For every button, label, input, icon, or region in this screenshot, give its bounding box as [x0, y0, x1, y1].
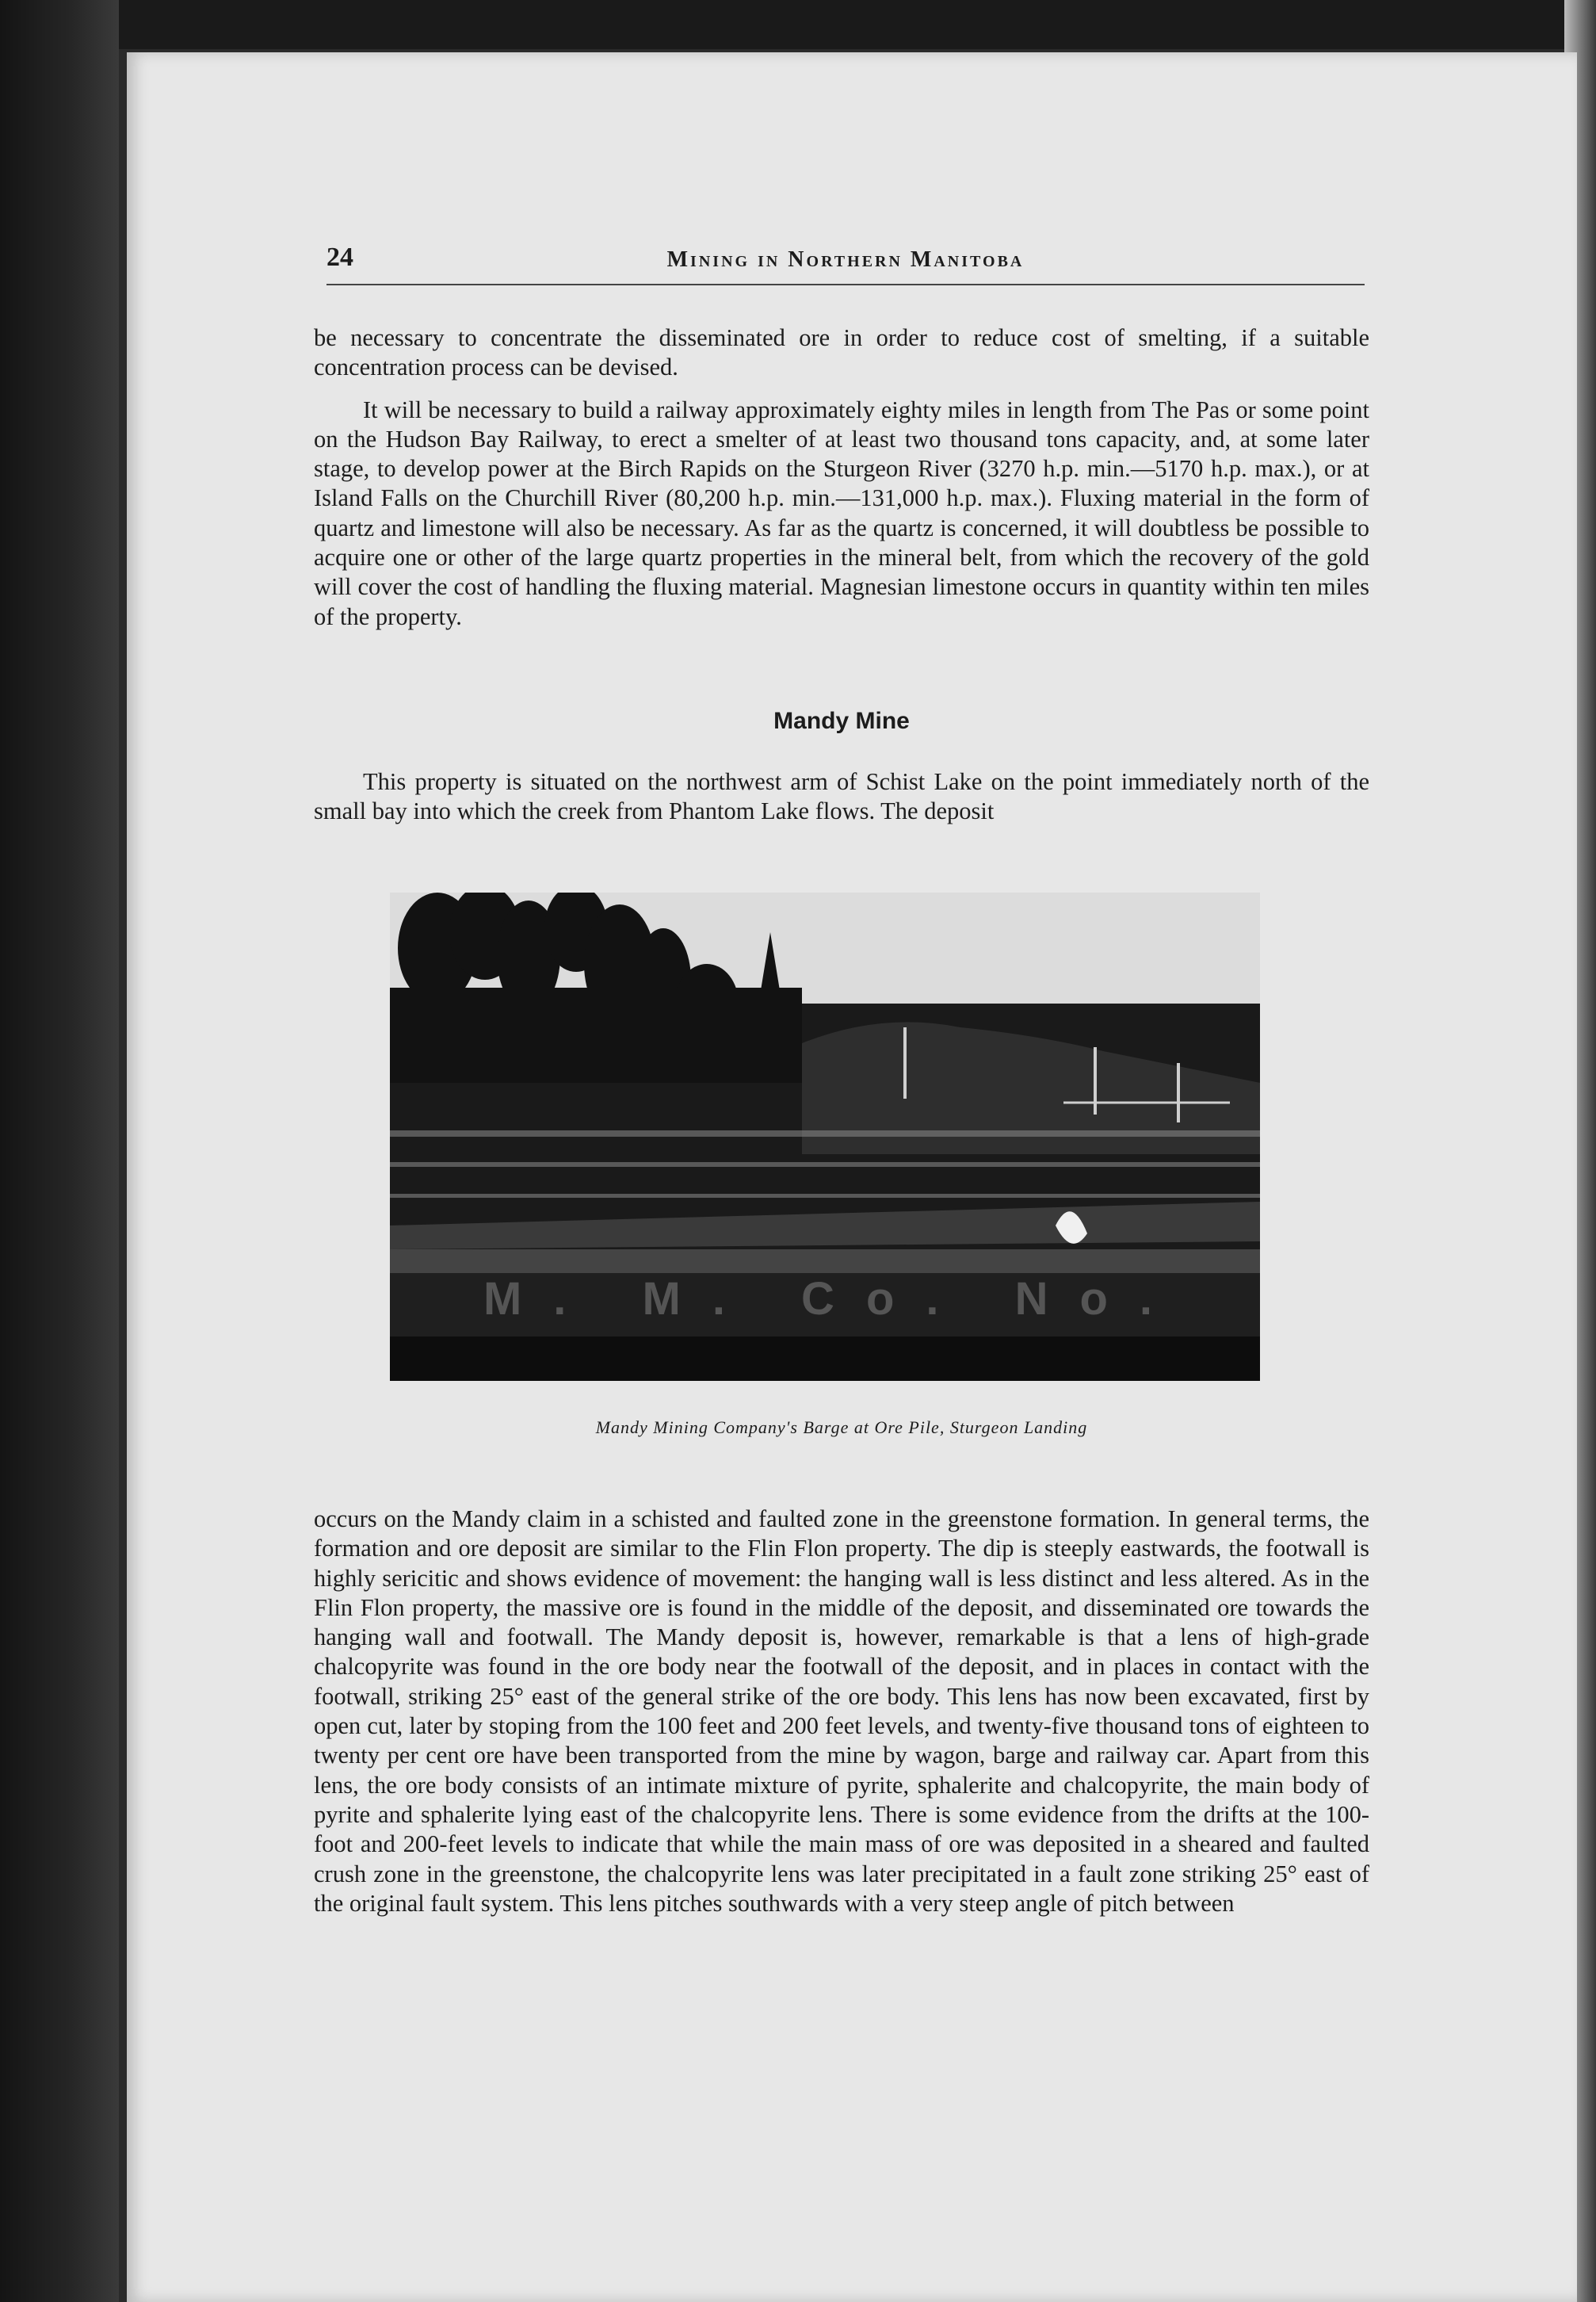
section-heading: Mandy Mine	[773, 708, 910, 734]
intro-text	[314, 323, 1369, 644]
scan-border-top	[0, 0, 1596, 49]
figure-caption: Mandy Mining Company's Barge at Ore Pile, Sturgeon Landing	[595, 1417, 1088, 1437]
section-paragraph-1: This property is situated on the northwest arm of Schist Lake on the point immediately north of the small bay into which the creek from Phantom Lake flows. The deposit	[314, 768, 1369, 825]
continuation-paragraph: occurs on the Mandy claim in a schisted and faulted zone in the greenstone formation. In general terms, the formation and ore deposit are similar to the Flin Flon property. The dip is steeply eastwards, the footwall is highly sericitic and shows evidence of movement: the hanging wall is less distinct and less altered. As in the Flin Flon property, the massive ore is found in the middle of the deposit, and disseminated ore towards the hanging wall and footwall. The Mandy deposit is, however, remarkable is that a lens of high-grade chalcopyrite was found in the ore body near the footwall of the deposit, and in places in contact with the footwall, striking 25° east of the general strike of the ore body. This lens has now been excavated, first by open cut, later by stoping from the 100 feet and 200 feet levels, and twenty-five thousand tons of eighteen to twenty per cent ore have been transported from the mine by wagon, barge and railway car. Apart from this lens, the ore body consists of an intimate mixture of pyrite, sphalerite and chalcopyrite, the main body of pyrite and sphalerite lying east of the chalcopyrite lens. There is some evidence from the drifts at the 100-foot and 200-feet levels to indicate that while the main mass of ore was deposited in a sheared and faulted crush zone in the greenstone, the chalcopyrite lens was later precipitated in a fault zone striking 25° east of the original fault system. This lens pitches southwards with a very steep angle of pitch between	[314, 1505, 1369, 1917]
intro-paragraph-1: be necessary to concentrate the disseminated ore in order to reduce cost of smelting, if a suitable concentration process can be devised.	[314, 324, 1369, 381]
running-head: Mining in Northern Manitoba	[666, 247, 1025, 272]
section-text	[314, 767, 1369, 839]
page-number: 24	[326, 243, 353, 272]
page-header	[326, 243, 1365, 285]
photo-illustration	[390, 893, 1260, 1381]
barge-lettering: M. M. Co. No.	[483, 1273, 1185, 1325]
continuation-text	[314, 1505, 1369, 1931]
intro-paragraph-2: It will be necessary to build a railway approximately eighty miles in length from The Pas or some point on the Hudson Bay Railway, to erect a smelter of at least two thousand tons capacity, and, at some later stage, to develop power at the Birch Rapids on the Sturgeon River (3270 h.p. min.—5170 h.p. max.), or at Island Falls on the Churchill River (80,200 h.p. min.—131,000 h.p. max.). Fluxing material in the form of quartz and limestone will also be necessary. As far as the quartz is concerned, it will doubtless be possible to acquire one or other of the large quartz properties in the mineral belt, from which the recovery of the gold will cover the cost of handling the fluxing material. Magnesian limestone occurs in quantity within ten miles of the property.	[314, 396, 1369, 630]
scan-border-left	[0, 0, 119, 2302]
barge-photograph	[390, 893, 1260, 1381]
